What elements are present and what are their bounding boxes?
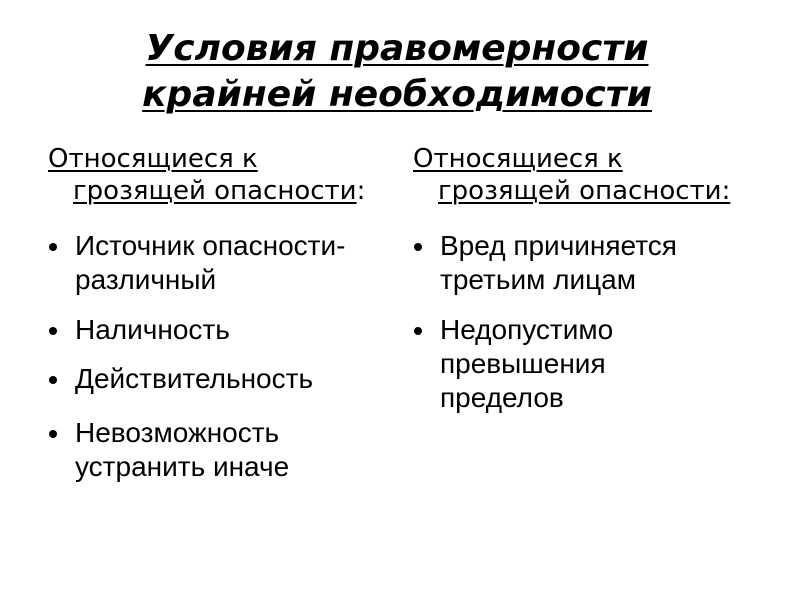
- left-column: [48, 143, 393, 484]
- list-item: [48, 362, 393, 396]
- slide-title: [0, 26, 794, 118]
- right-conditions-list: [413, 229, 758, 415]
- right-column-heading: [413, 143, 758, 207]
- bullet-icon: [49, 327, 57, 335]
- list-item: [48, 416, 393, 484]
- left-heading-text: Относящиеся к грозящей опасности: [48, 144, 357, 206]
- list-item: [413, 313, 690, 415]
- list-item-text: Наличность: [75, 314, 230, 345]
- bullet-icon: [49, 376, 57, 384]
- list-item-text: Невозможность устранить иначе: [75, 417, 290, 482]
- list-item-text: Действительность: [75, 363, 314, 394]
- left-column-heading: [48, 143, 393, 207]
- list-item-text: Источник опасности-различный: [75, 230, 346, 295]
- list-item: [48, 313, 393, 347]
- bullet-icon: [49, 243, 57, 251]
- right-column: [413, 143, 758, 415]
- list-item-text: Вред причиняется третьим лицам: [440, 230, 677, 295]
- slide-title-line-1: Условия правомерности: [145, 28, 649, 69]
- right-heading-text: Относящиеся к грозящей опасности:: [413, 144, 731, 206]
- list-item: [413, 229, 740, 297]
- list-item-text: Недопустимо превышения пределов: [440, 314, 614, 413]
- slide-title-line-2: крайней необходимости: [142, 74, 652, 115]
- bullet-icon: [414, 327, 422, 335]
- left-heading-colon: :: [356, 176, 366, 206]
- bullet-icon: [414, 243, 422, 251]
- list-item: [48, 229, 393, 297]
- bullet-icon: [49, 430, 57, 438]
- left-conditions-list: [48, 229, 393, 484]
